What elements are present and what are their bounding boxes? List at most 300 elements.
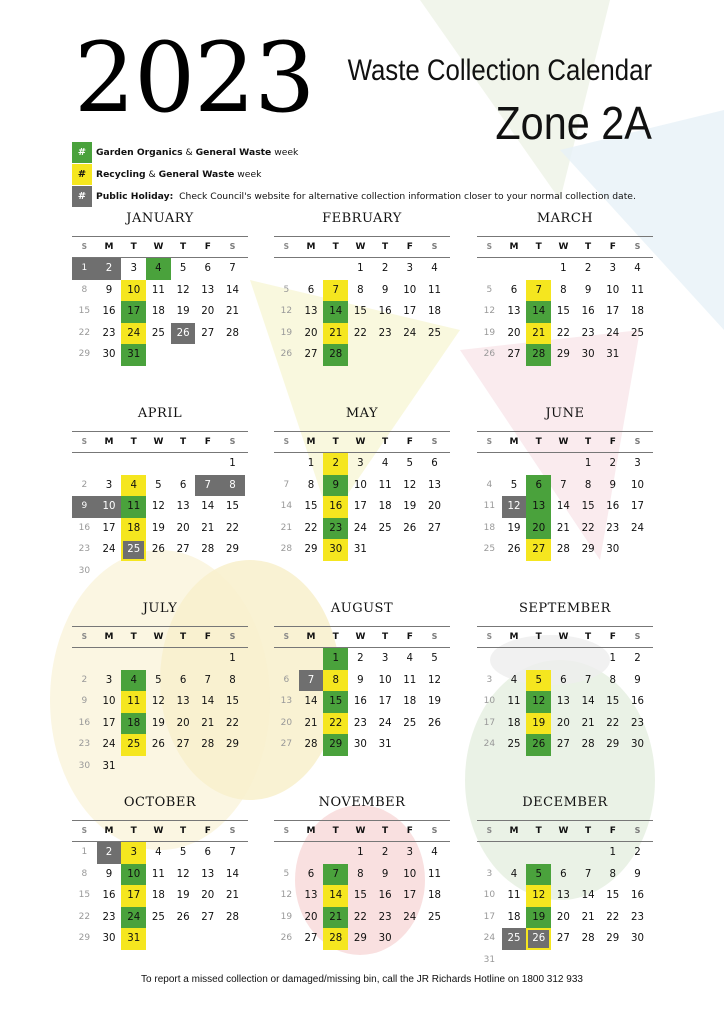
weekday-label: S xyxy=(431,826,438,835)
weekday-label: T xyxy=(180,437,187,447)
day-cell: 27 xyxy=(507,349,521,361)
day-cell: 22 xyxy=(353,327,367,339)
empty-cell xyxy=(576,648,601,670)
weekday-label: M xyxy=(306,437,316,447)
footer-hotline: To report a missed collection or damaged/missing bin, call the JR Richards Hotline on 1800 312 933 xyxy=(141,974,583,985)
day-cell: 27 xyxy=(304,349,318,361)
month-june xyxy=(477,403,653,561)
day-cell: 26 xyxy=(151,739,165,751)
day-cell: 22 xyxy=(225,717,239,729)
weekday-header xyxy=(477,821,653,841)
day-cell: 6 xyxy=(179,674,187,686)
weekday-label: W xyxy=(355,632,366,642)
day-cell: 13 xyxy=(304,306,318,318)
empty-cell xyxy=(576,842,601,864)
day-cell: 24 xyxy=(483,933,496,944)
empty-cell xyxy=(477,842,502,864)
day-cell: 12 xyxy=(151,696,165,708)
day-cell: 5 xyxy=(486,284,493,295)
day-cell: 20 xyxy=(556,717,570,729)
day-cell: 24 xyxy=(403,327,417,339)
weekday-header xyxy=(274,432,450,452)
day-cell: 10 xyxy=(97,496,122,518)
day-cell: 25 xyxy=(403,717,417,729)
weekday-label: W xyxy=(558,826,569,836)
day-cell: 1 xyxy=(72,258,97,280)
month-april xyxy=(72,403,248,583)
day-cell: 17 xyxy=(102,522,116,534)
day-cell: 8 xyxy=(81,868,88,879)
empty-cell xyxy=(274,258,299,280)
day-cell: 9 xyxy=(381,284,389,296)
day-cell: 19 xyxy=(176,306,190,318)
day-cell: 19 xyxy=(280,327,293,338)
month-name: SEPTEMBER xyxy=(519,601,611,616)
empty-cell xyxy=(502,453,527,475)
day-cell: 6 xyxy=(204,263,212,274)
day-cell: 28 xyxy=(581,739,595,751)
empty-cell xyxy=(171,453,196,475)
weekday-label: W xyxy=(153,826,164,836)
day-cell: 11 xyxy=(151,868,165,880)
empty-cell xyxy=(551,648,576,670)
day-cell: 6 xyxy=(307,868,315,880)
day-cell: 9 xyxy=(609,479,617,491)
weekday-header xyxy=(274,237,450,257)
day-cell: 3 xyxy=(381,653,389,664)
weekday-label: T xyxy=(130,632,137,642)
day-cell: 30 xyxy=(102,349,116,361)
day-cell: 17 xyxy=(483,717,496,728)
day-cell: 17 xyxy=(403,306,417,318)
weekday-label: F xyxy=(609,437,616,447)
weekday-label: S xyxy=(283,632,290,641)
day-cell: 30 xyxy=(630,739,644,751)
weekday-header xyxy=(477,432,653,452)
empty-cell xyxy=(477,648,502,670)
day-cell: 22 xyxy=(606,911,620,923)
day-cell: 9 xyxy=(323,475,348,497)
day-cell: 20 xyxy=(304,911,318,923)
weekday-label: S xyxy=(486,632,493,641)
day-cell: 20 xyxy=(176,717,190,729)
day-cell: 4 xyxy=(146,258,171,280)
day-grid xyxy=(274,648,450,756)
month-name: NOVEMBER xyxy=(318,795,406,810)
day-cell: 14 xyxy=(556,501,570,513)
day-cell: 27 xyxy=(556,933,570,945)
day-cell: 4 xyxy=(486,479,493,490)
weekday-label: F xyxy=(204,826,211,836)
day-cell: 21 xyxy=(323,323,348,345)
empty-cell xyxy=(299,258,324,280)
legend-swatch-yellow: # xyxy=(72,164,92,185)
weekday-label: S xyxy=(431,242,438,251)
day-cell: 26 xyxy=(526,734,551,756)
day-cell: 24 xyxy=(403,911,417,923)
day-cell: 27 xyxy=(201,327,215,339)
day-cell: 10 xyxy=(483,696,496,707)
day-cell: 25 xyxy=(630,327,644,339)
day-cell: 16 xyxy=(606,501,620,513)
day-cell: 9 xyxy=(584,284,592,296)
day-cell: 6 xyxy=(560,868,567,880)
day-grid xyxy=(274,842,450,950)
day-cell: 24 xyxy=(630,522,644,534)
day-cell: 1 xyxy=(357,847,364,858)
month-name: JULY xyxy=(142,601,178,616)
day-cell: 21 xyxy=(201,522,215,534)
day-grid xyxy=(477,453,653,561)
weekday-label: T xyxy=(382,242,389,252)
weekday-label: S xyxy=(634,242,641,251)
day-cell: 10 xyxy=(606,284,620,296)
day-cell: 4 xyxy=(155,847,162,858)
day-cell: 15 xyxy=(353,890,367,902)
empty-cell xyxy=(97,648,122,670)
day-cell: 11 xyxy=(121,496,146,518)
weekday-label: T xyxy=(332,242,339,252)
legend-recycling-text: Recycling & General Waste week xyxy=(96,169,262,180)
day-cell: 25 xyxy=(151,911,165,923)
day-cell: 14 xyxy=(581,696,595,708)
day-cell: 17 xyxy=(606,306,620,318)
day-cell: 18 xyxy=(483,522,496,533)
weekday-label: F xyxy=(204,242,211,252)
day-cell: 23 xyxy=(78,544,91,555)
weekday-label: T xyxy=(535,826,542,836)
weekday-header xyxy=(72,432,248,452)
weekday-label: T xyxy=(585,632,592,642)
day-cell: 5 xyxy=(155,479,162,491)
weekday-label: T xyxy=(535,437,542,447)
day-cell: 17 xyxy=(483,911,496,922)
day-cell: 13 xyxy=(304,890,318,902)
day-cell: 29 xyxy=(581,544,595,556)
day-cell: 29 xyxy=(78,349,91,360)
weekday-label: S xyxy=(229,242,236,251)
day-cell: 21 xyxy=(581,717,595,729)
day-cell: 5 xyxy=(526,670,551,692)
day-grid xyxy=(72,648,248,778)
empty-cell xyxy=(551,842,576,864)
weekday-header xyxy=(477,237,653,257)
day-cell: 30 xyxy=(78,565,91,576)
legend-holiday xyxy=(72,186,636,207)
legend-holiday-text: Public Holiday: Check Council's website for alternative collection information closer to your normal collection date. xyxy=(96,191,636,202)
day-cell: 27 xyxy=(176,544,190,556)
day-cell: 16 xyxy=(378,890,392,902)
day-cell: 16 xyxy=(323,496,348,518)
day-cell: 21 xyxy=(556,522,570,534)
day-cell: 29 xyxy=(323,734,348,756)
day-cell: 11 xyxy=(121,691,146,713)
day-cell: 31 xyxy=(483,954,496,965)
weekday-label: M xyxy=(104,437,114,447)
weekday-label: M xyxy=(509,437,519,447)
day-cell: 23 xyxy=(378,911,392,923)
day-cell: 25 xyxy=(427,327,441,339)
day-grid xyxy=(477,258,653,366)
day-cell: 22 xyxy=(323,713,348,735)
day-cell: 5 xyxy=(431,653,438,664)
month-name: JUNE xyxy=(545,406,585,421)
weekday-label: T xyxy=(535,242,542,252)
day-cell: 10 xyxy=(353,479,367,491)
day-cell: 28 xyxy=(323,928,348,950)
month-name: MARCH xyxy=(536,211,594,226)
day-cell: 22 xyxy=(78,327,91,338)
day-cell: 27 xyxy=(304,933,318,945)
day-cell: 3 xyxy=(406,263,414,274)
day-cell: 12 xyxy=(502,496,527,518)
day-cell: 25 xyxy=(121,539,146,561)
weekday-label: T xyxy=(332,632,339,642)
weekday-label: W xyxy=(558,242,569,252)
day-cell: 14 xyxy=(201,696,215,708)
day-cell: 12 xyxy=(427,674,441,686)
day-cell: 23 xyxy=(323,518,348,540)
day-cell: 30 xyxy=(378,933,392,945)
day-cell: 16 xyxy=(78,717,91,728)
day-cell: 8 xyxy=(220,475,245,497)
day-cell: 4 xyxy=(121,475,146,497)
legend-garden xyxy=(72,142,298,163)
day-cell: 7 xyxy=(323,280,348,302)
empty-cell xyxy=(121,648,146,670)
day-cell: 15 xyxy=(353,306,367,318)
day-cell: 31 xyxy=(606,349,620,361)
day-cell: 28 xyxy=(280,544,293,555)
day-cell: 10 xyxy=(121,280,146,302)
day-cell: 26 xyxy=(427,717,441,729)
month-november xyxy=(274,792,450,950)
day-cell: 7 xyxy=(204,674,212,686)
day-cell: 10 xyxy=(403,868,417,880)
day-cell: 16 xyxy=(102,306,116,318)
weekday-header xyxy=(72,821,248,841)
day-cell: 18 xyxy=(427,890,441,902)
day-cell: 6 xyxy=(510,284,518,296)
day-cell: 4 xyxy=(121,670,146,692)
day-cell: 22 xyxy=(78,911,91,922)
weekday-label: T xyxy=(130,242,137,252)
day-cell: 26 xyxy=(280,349,293,360)
month-name: FEBRUARY xyxy=(322,211,402,226)
day-cell: 14 xyxy=(581,890,595,902)
weekday-label: M xyxy=(509,632,519,642)
day-cell: 19 xyxy=(427,696,441,708)
day-cell: 26 xyxy=(403,522,417,534)
day-cell: 24 xyxy=(102,544,116,556)
empty-cell xyxy=(195,648,220,670)
day-cell: 4 xyxy=(406,653,414,664)
day-cell: 7 xyxy=(283,479,290,490)
weekday-label: F xyxy=(406,632,413,642)
empty-cell xyxy=(97,453,122,475)
day-cell: 18 xyxy=(151,306,165,318)
day-cell: 6 xyxy=(204,847,212,858)
day-cell: 1 xyxy=(81,847,88,857)
day-cell: 11 xyxy=(630,284,644,296)
weekday-label: F xyxy=(406,826,413,836)
day-cell: 17 xyxy=(102,717,116,729)
day-cell: 28 xyxy=(201,739,215,751)
day-cell: 3 xyxy=(486,674,493,685)
weekday-label: F xyxy=(609,826,616,836)
day-cell: 30 xyxy=(323,539,348,561)
day-cell: 28 xyxy=(526,344,551,366)
day-cell: 16 xyxy=(378,306,392,318)
day-cell: 18 xyxy=(378,501,392,513)
day-cell: 16 xyxy=(581,306,595,318)
weekday-label: S xyxy=(81,826,88,835)
day-cell: 25 xyxy=(427,911,441,923)
day-cell: 21 xyxy=(280,522,293,533)
day-cell: 7 xyxy=(584,674,592,686)
day-cell: 5 xyxy=(179,847,187,858)
day-cell: 3 xyxy=(609,263,617,274)
day-cell: 20 xyxy=(201,890,215,902)
day-cell: 29 xyxy=(606,739,620,751)
day-cell: 11 xyxy=(483,501,496,512)
day-cell: 3 xyxy=(121,842,146,864)
day-cell: 21 xyxy=(225,306,239,318)
weekday-label: W xyxy=(355,826,366,836)
day-cell: 19 xyxy=(526,907,551,929)
day-cell: 2 xyxy=(634,653,641,664)
day-cell: 23 xyxy=(78,739,91,750)
day-cell: 4 xyxy=(431,847,438,858)
day-cell: 13 xyxy=(280,696,293,707)
weekday-label: M xyxy=(104,826,114,836)
day-cell: 19 xyxy=(151,522,165,534)
empty-cell xyxy=(195,453,220,475)
day-cell: 8 xyxy=(357,284,364,296)
day-cell: 26 xyxy=(280,933,293,944)
month-february xyxy=(274,208,450,366)
day-grid xyxy=(72,842,248,950)
day-cell: 12 xyxy=(151,501,165,513)
empty-cell xyxy=(146,453,171,475)
day-cell: 8 xyxy=(609,868,617,880)
weekday-label: M xyxy=(306,826,316,836)
day-cell: 13 xyxy=(556,890,570,902)
day-cell: 25 xyxy=(151,327,165,339)
day-cell: 15 xyxy=(78,890,91,901)
day-cell: 23 xyxy=(581,327,595,339)
day-cell: 16 xyxy=(353,696,367,708)
empty-cell xyxy=(323,258,348,280)
weekday-label: T xyxy=(130,437,137,447)
day-cell: 5 xyxy=(155,674,162,686)
weekday-label: S xyxy=(486,437,493,446)
month-name: AUGUST xyxy=(330,601,394,616)
weekday-label: S xyxy=(229,826,236,835)
day-cell: 8 xyxy=(357,868,364,880)
weekday-label: F xyxy=(609,632,616,642)
day-cell: 29 xyxy=(606,933,620,945)
day-cell: 19 xyxy=(403,501,417,513)
weekday-label: T xyxy=(180,632,187,642)
weekday-label: F xyxy=(406,242,413,252)
day-cell: 1 xyxy=(323,648,348,670)
day-grid xyxy=(274,258,450,366)
day-cell: 8 xyxy=(307,479,315,491)
month-name: MAY xyxy=(345,406,379,421)
day-cell: 6 xyxy=(560,674,567,686)
empty-cell xyxy=(551,453,576,475)
day-cell: 13 xyxy=(556,696,570,708)
month-september xyxy=(477,598,653,756)
day-cell: 6 xyxy=(179,479,187,491)
day-cell: 15 xyxy=(606,890,620,902)
weekday-label: F xyxy=(204,437,211,447)
day-cell: 17 xyxy=(630,501,644,513)
month-january xyxy=(72,208,248,366)
weekday-label: W xyxy=(558,437,569,447)
day-cell: 20 xyxy=(507,327,521,339)
weekday-label: M xyxy=(509,242,519,252)
day-cell: 7 xyxy=(584,868,592,880)
day-cell: 3 xyxy=(105,479,113,491)
empty-cell xyxy=(146,648,171,670)
calendar-title: Waste Collection Calendar xyxy=(347,54,652,87)
day-cell: 5 xyxy=(406,458,414,469)
day-cell: 13 xyxy=(526,496,551,518)
day-cell: 11 xyxy=(403,674,417,686)
empty-cell xyxy=(526,648,551,670)
empty-cell xyxy=(477,258,502,280)
weekday-label: T xyxy=(585,242,592,252)
weekday-label: T xyxy=(382,632,389,642)
day-grid xyxy=(274,453,450,561)
day-cell: 31 xyxy=(353,544,367,556)
day-cell: 10 xyxy=(403,284,417,296)
day-cell: 13 xyxy=(201,284,215,296)
day-cell: 23 xyxy=(630,717,644,729)
weekday-label: S xyxy=(81,632,88,641)
weekday-label: M xyxy=(509,826,519,836)
day-cell: 2 xyxy=(584,263,592,274)
day-cell: 18 xyxy=(427,306,441,318)
day-cell: 11 xyxy=(378,479,392,491)
day-cell: 2 xyxy=(81,674,88,685)
day-cell: 31 xyxy=(121,344,146,366)
day-cell: 25 xyxy=(483,544,496,555)
weekday-label: W xyxy=(153,632,164,642)
weekday-label: T xyxy=(130,826,137,836)
empty-cell xyxy=(526,842,551,864)
empty-cell xyxy=(274,842,299,864)
weekday-label: T xyxy=(382,437,389,447)
day-cell: 30 xyxy=(630,933,644,945)
day-cell: 29 xyxy=(353,933,367,945)
day-cell: 14 xyxy=(280,501,293,512)
weekday-label: S xyxy=(634,437,641,446)
day-cell: 12 xyxy=(483,306,496,317)
day-cell: 13 xyxy=(176,696,190,708)
day-cell: 29 xyxy=(225,544,239,556)
month-october xyxy=(72,792,248,950)
day-cell: 26 xyxy=(151,544,165,556)
day-cell: 5 xyxy=(510,479,518,491)
weekday-label: T xyxy=(585,437,592,447)
day-cell: 21 xyxy=(225,890,239,902)
day-cell: 2 xyxy=(609,458,617,469)
day-cell: 19 xyxy=(526,713,551,735)
day-cell: 18 xyxy=(403,696,417,708)
